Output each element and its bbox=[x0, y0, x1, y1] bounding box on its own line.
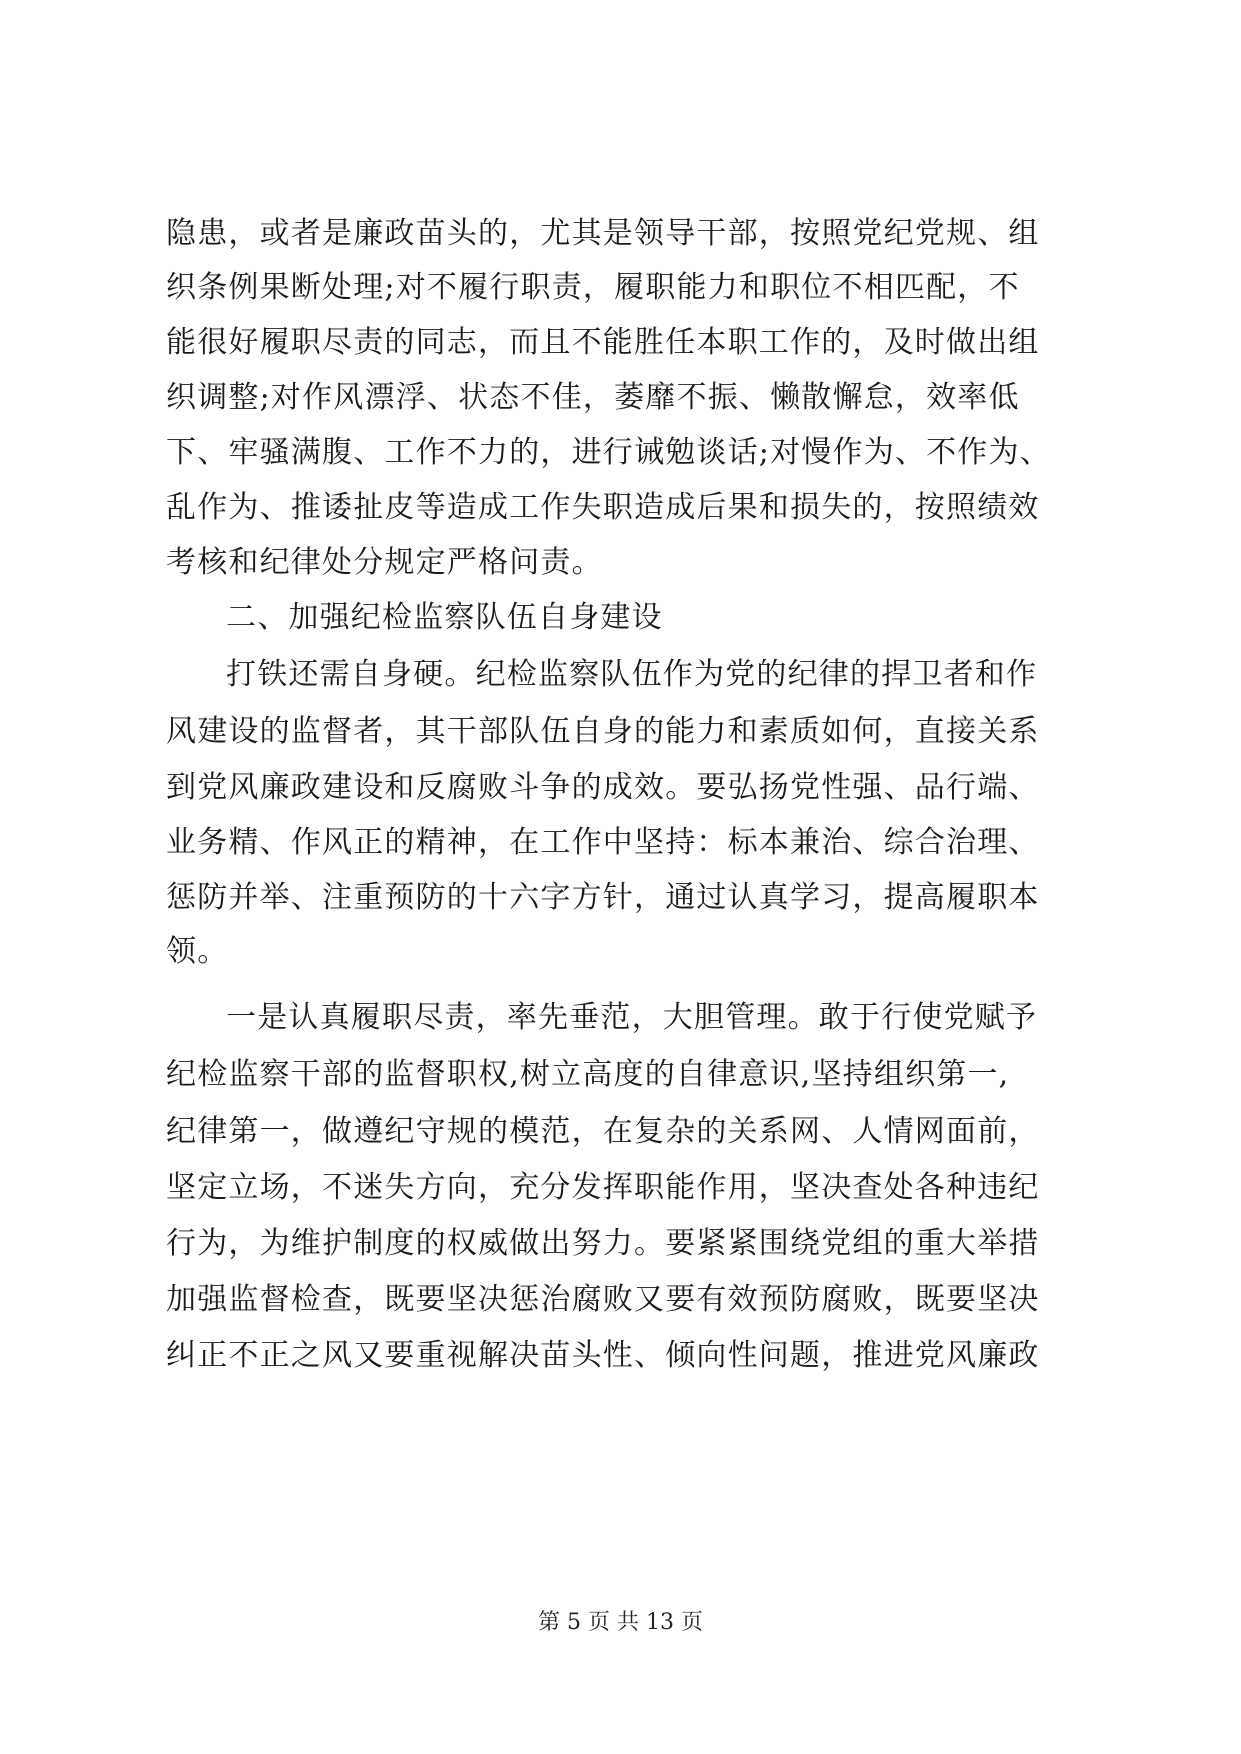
body-text-line: 打铁还需自身硬。纪检监察队伍作为党的纪律的捍卫者和作 bbox=[226, 657, 1038, 692]
body-text-line: 织调整;对作风漂浮、状态不佳，萎靡不振、懒散懈怠，效率低 bbox=[166, 380, 1020, 415]
body-text-line: 能很好履职尽责的同志，而且不能胜任本职工作的，及时做出组 bbox=[166, 325, 1040, 360]
body-text-line: 下、牢骚满腹、工作不力的，进行诫勉谈话;对慢作为、不作为、 bbox=[166, 435, 1051, 470]
body-text-line: 行为，为维护制度的权威做出努力。要紧紧围绕党组的重大举措 bbox=[166, 1226, 1040, 1261]
body-text-line: 纪律第一，做遵纪守规的模范，在复杂的关系网、人情网面前， bbox=[166, 1114, 1040, 1149]
section-heading: 二、加强纪检监察队伍自身建设 bbox=[226, 600, 663, 635]
body-text-line: 织条例果断处理;对不履行职责，履职能力和职位不相匹配，不 bbox=[166, 270, 1020, 305]
body-text-line: 加强监督检查，既要坚决惩治腐败又要有效预防腐败，既要坚决 bbox=[166, 1282, 1040, 1317]
body-text-line: 到党风廉政建设和反腐败斗争的成效。要弘扬党性强、品行端、 bbox=[166, 770, 1040, 805]
page-number-footer: 第 5 页 共 13 页 bbox=[538, 1610, 703, 1635]
body-text-line: 纠正不正之风又要重视解决苗头性、倾向性问题，推进党风廉政 bbox=[166, 1338, 1040, 1373]
body-text-line: 纪检监察干部的监督职权,树立高度的自律意识,坚持组织第一, bbox=[166, 1057, 1010, 1092]
body-text-line: 隐患，或者是廉政苗头的，尤其是领导干部，按照党纪党规、组 bbox=[166, 216, 1040, 251]
body-text-line: 风建设的监督者，其干部队伍自身的能力和素质如何，直接关系 bbox=[166, 714, 1040, 749]
body-text-line: 考核和纪律处分规定严格问责。 bbox=[166, 545, 603, 580]
body-text-line: 乱作为、推诿扯皮等造成工作失职造成后果和损失的，按照绩效 bbox=[166, 490, 1040, 525]
body-text-line: 一是认真履职尽责，率先垂范，大胆管理。敢于行使党赋予 bbox=[226, 1000, 1038, 1035]
body-text-line: 业务精、作风正的精神，在工作中坚持：标本兼治、综合治理、 bbox=[166, 825, 1040, 860]
body-text-line: 惩防并举、注重预防的十六字方针，通过认真学习，提高履职本 bbox=[166, 880, 1040, 915]
body-text-line: 领。 bbox=[166, 934, 229, 969]
body-text-line: 坚定立场，不迷失方向，充分发挥职能作用，坚决查处各种违纪 bbox=[166, 1170, 1040, 1205]
